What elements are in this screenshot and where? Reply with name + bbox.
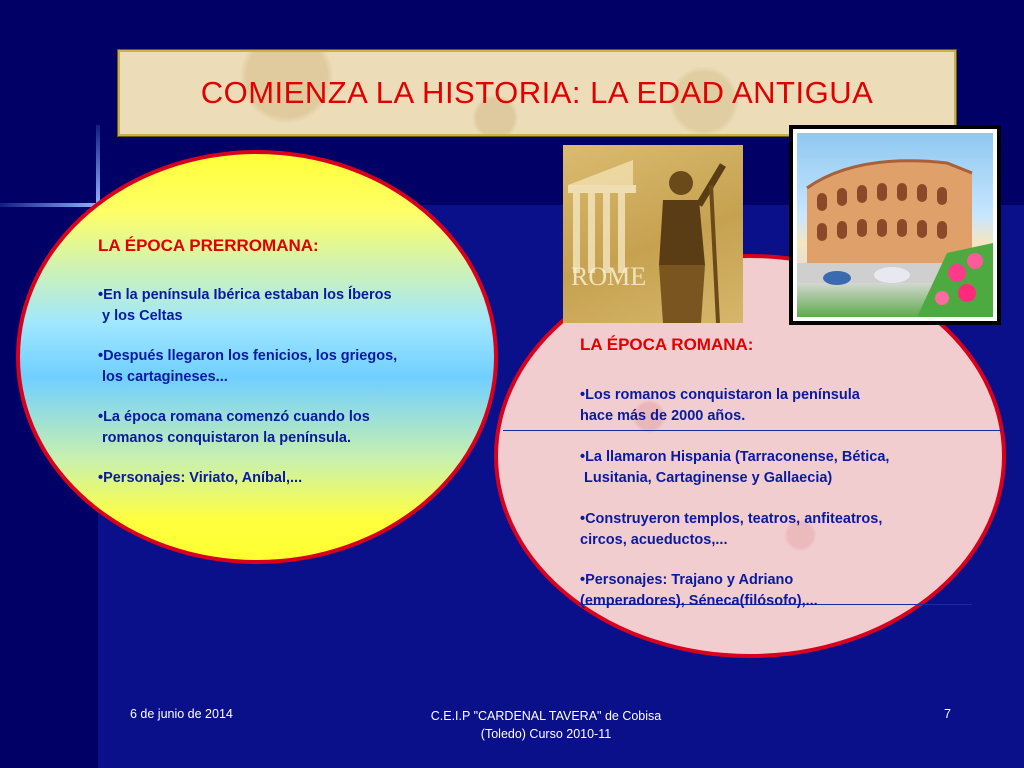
- decorative-glow-vertical: [96, 125, 100, 205]
- bullet-line: •En la península Ibérica estaban los Íberos: [98, 287, 392, 303]
- bullet-line: (emperadores), Séneca(filósofo),...: [580, 593, 818, 609]
- title-box: [118, 50, 956, 136]
- footer-school-line: C.E.I.P "CARDENAL TAVERA" de Cobisa: [430, 709, 662, 723]
- colosseum-image: [789, 125, 1001, 325]
- bullet-prerromana-3: [98, 407, 370, 449]
- bullet-prerromana-1: [98, 285, 392, 327]
- heading-prerromana: LA ÉPOCA PRERROMANA:: [98, 236, 319, 255]
- bullet-romana-3: [580, 509, 882, 551]
- bullet-line: hace más de 2000 años.: [580, 408, 746, 424]
- bullet-line: •Personajes: Viriato, Aníbal,...: [98, 470, 303, 486]
- footer-school-line: (Toledo) Curso 2010-11: [480, 727, 612, 741]
- bullet-line: y los Celtas: [98, 308, 183, 324]
- bullet-line: •La llamaron Hispania (Tarraconense, Bética,: [580, 449, 890, 465]
- bullet-romana-1: [580, 385, 860, 427]
- footer-date: 6 de junio de 2014: [130, 707, 233, 721]
- footer-school: [376, 707, 716, 743]
- bullet-line: •Los romanos conquistaron la península: [580, 387, 860, 403]
- bullet-line: romanos conquistaron la península.: [98, 430, 351, 446]
- divider-line-top: [503, 430, 1001, 431]
- bullet-line: Lusitania, Cartaginense y Gallaecia): [580, 470, 833, 486]
- colosseum-illustration: [797, 133, 993, 317]
- slide-title: COMIENZA LA HISTORIA: LA EDAD ANTIGUA: [200, 75, 874, 110]
- rome-statue-image: [563, 145, 743, 323]
- heading-romana: LA ÉPOCA ROMANA:: [580, 335, 754, 354]
- bullet-line: circos, acueductos,...: [580, 532, 728, 548]
- bullet-line: •La época romana comenzó cuando los: [98, 409, 370, 425]
- bullet-romana-2: [580, 447, 889, 489]
- bullet-romana-4: [580, 570, 818, 612]
- rome-illustration: [563, 145, 743, 323]
- bullet-line: •Construyeron templos, teatros, anfiteatros,: [580, 511, 883, 527]
- decorative-glow-horizontal: [0, 203, 98, 207]
- footer-page-number: 7: [944, 707, 951, 721]
- bullet-line: los cartagineses...: [98, 369, 228, 385]
- bullet-prerromana-4: [98, 468, 302, 489]
- rome-caption: ROME: [571, 262, 647, 291]
- bullet-prerromana-2: [98, 346, 397, 388]
- bullet-line: •Personajes: Trajano y Adriano: [580, 572, 794, 588]
- bullet-line: •Después llegaron los fenicios, los griegos,: [98, 348, 398, 364]
